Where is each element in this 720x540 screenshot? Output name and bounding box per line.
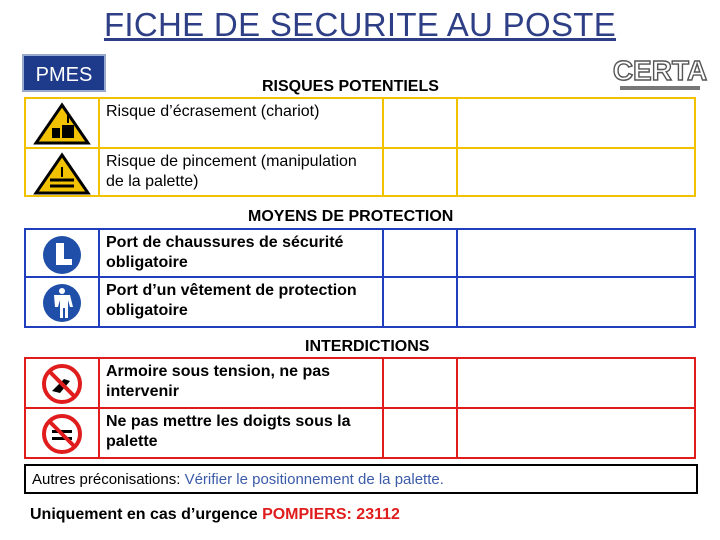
protection-label: Port de chaussures de sécurité obligatoire [100,230,384,276]
safety-boots-icon [34,234,90,276]
moyens-section-title: MOYENS DE PROTECTION [248,208,454,225]
prohibition-row [24,407,696,459]
emergency-line [30,506,400,524]
risques-section-title: RISQUES POTENTIELS [262,78,439,95]
pinch-hazard-icon [34,153,90,195]
emergency-label: Uniquement en cas d’urgence [30,506,263,523]
interdictions-section-title: INTERDICTIONS [305,338,430,355]
prohibition-row [24,357,696,409]
protection-row [24,228,696,278]
certa-logo [612,52,708,92]
other-recommendations [24,464,698,494]
emergency-number: 23112 [351,506,400,523]
pmes-badge: PMES [22,54,106,92]
crushing-hazard-icon [34,103,90,145]
protective-clothing-icon [34,282,90,324]
prohibition-label: Ne pas mettre les doigts sous la palette [100,409,384,457]
other-recommendations-label: Autres préconisations: [32,471,185,488]
risk-row [24,147,696,197]
risk-label: Risque de pincement (manipulation de la palette) [100,149,384,195]
no-fingers-under-pallet-icon [34,413,90,455]
protection-row [24,276,696,328]
page-title: FICHE DE SECURITE AU POSTE [103,6,617,43]
no-electrical-intervention-icon [34,363,90,405]
prohibition-label: Armoire sous tension, ne pas intervenir [100,359,384,407]
other-recommendations-value: Vérifier le positionnement de la palette. [184,471,444,488]
protection-label: Port d’un vêtement de protection obligatoire [100,278,384,326]
risk-label: Risque d’écrasement (chariot) [100,99,384,147]
emergency-service: POMPIERS: [262,506,352,523]
risk-row [24,97,696,149]
svg-text:CERTA: CERTA [612,55,708,86]
